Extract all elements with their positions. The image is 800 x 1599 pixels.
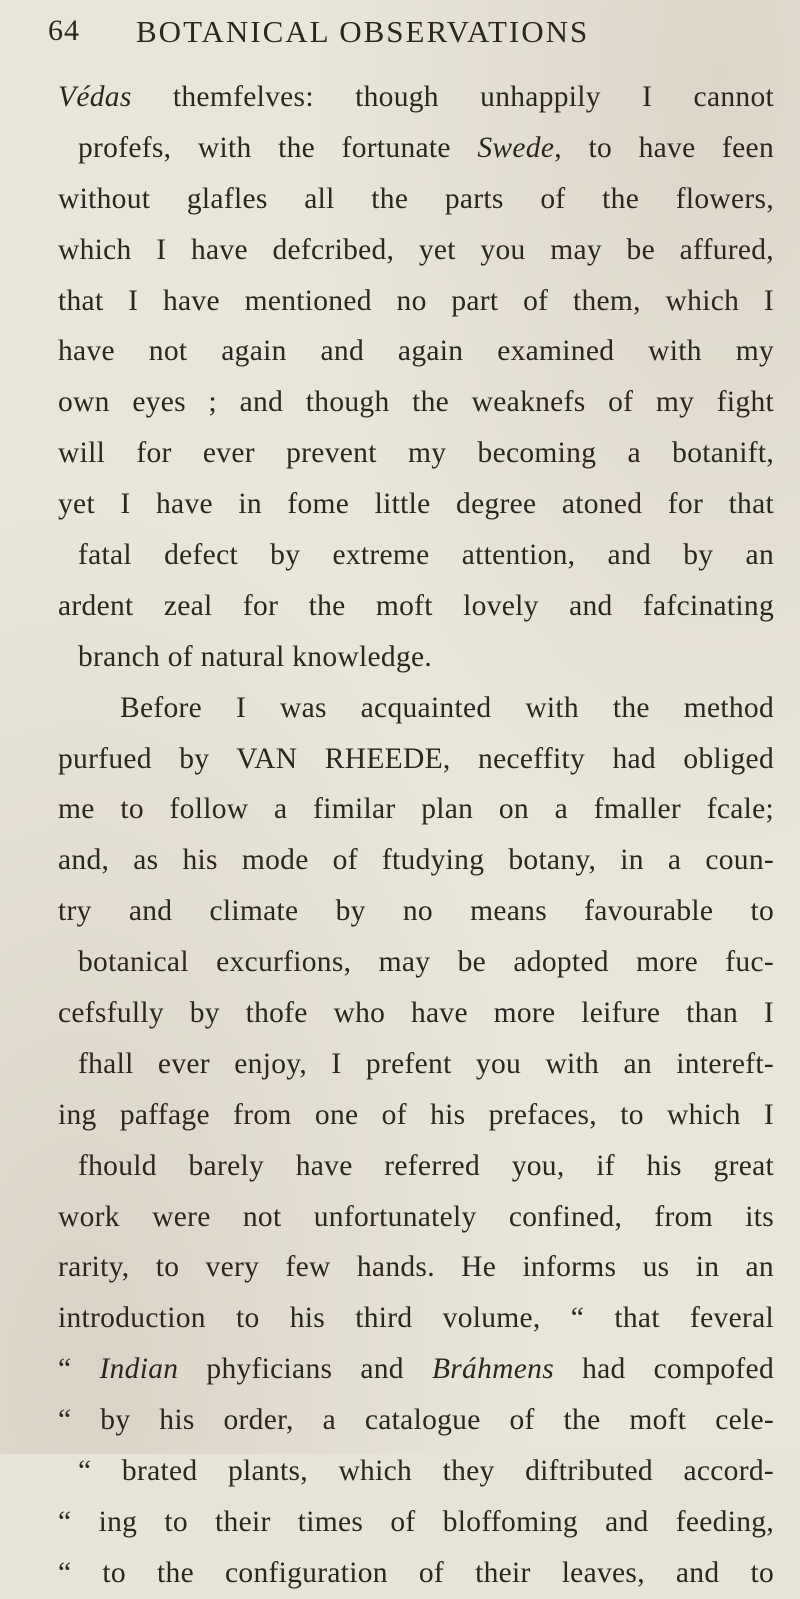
text-line: branch of natural knowledge. (78, 640, 433, 673)
text-line: introduction to his third volume, “ that feveral (58, 1302, 774, 1335)
page-header (48, 8, 748, 58)
text-line: profefs, with the fortunate Swede, to have feen (78, 131, 774, 164)
text-line: fhould barely have referred you, if his great (78, 1149, 774, 1182)
text-line: have not again and again examined with my (58, 335, 774, 368)
text-line: ardent zeal for the moft lovely and fafcinating (58, 589, 774, 622)
text-line: “ brated plants, which they diftributed accord- (78, 1455, 774, 1488)
text-line: without glafles all the parts of the flowers, (58, 182, 774, 215)
text-line: and, as his mode of ftudying botany, in a coun- (58, 844, 774, 877)
text-line: “ by his order, a catalogue of the moft cele- (58, 1404, 774, 1437)
text-line: will for ever prevent my becoming a botanift, (58, 437, 774, 470)
text-line: “ to the configuration of their leaves, and to (58, 1556, 774, 1589)
text-line: “ Indian phyficians and Bráhmens had compofed (58, 1353, 775, 1386)
text-line: cefsfully by thofe who have more leifure than I (58, 997, 774, 1030)
text-line: own eyes ; and though the weaknefs of my fight (58, 386, 774, 419)
text-line: work were not unfortunately confined, from its (58, 1200, 774, 1233)
text-line: fatal defect by extreme attention, and by an (78, 539, 774, 572)
text-line: fhall ever enjoy, I prefent you with an intereft- (78, 1047, 774, 1080)
italic-word: Indian (99, 1353, 179, 1386)
text-line: “ ing to their times of bloffoming and feeding, (58, 1505, 774, 1538)
page-number: 64 (48, 14, 80, 47)
text-line: Védas themfelves: though unhappily I cannot (58, 81, 774, 113)
text-line: botanical excurfions, may be adopted more fuc- (78, 946, 774, 979)
text-line: me to follow a fimilar plan on a fmaller fcale; (58, 793, 774, 826)
text-line: yet I have in fome little degree atoned for that (58, 488, 774, 521)
text-line: that I have mentioned no part of them, which I (58, 284, 774, 317)
text-line: which I have defcribed, yet you may be affured, (58, 233, 774, 266)
body-text (58, 72, 774, 1599)
text-line: rarity, to very few hands. He informs us in an (58, 1251, 774, 1284)
text-line: ing paffage from one of his prefaces, to which I (58, 1098, 774, 1131)
text-line: try and climate by no means favourable to (58, 895, 774, 928)
italic-word: Swede (477, 131, 555, 164)
italic-word: Bráhmens (431, 1353, 554, 1386)
paragraph-first-line: Before I was acquainted with the method (120, 691, 774, 724)
italic-word: Védas (58, 81, 132, 113)
text-line: purfued by VAN RHEEDE, neceffity had obliged (58, 742, 774, 775)
running-head: BOTANICAL OBSERVATIONS (136, 14, 590, 49)
